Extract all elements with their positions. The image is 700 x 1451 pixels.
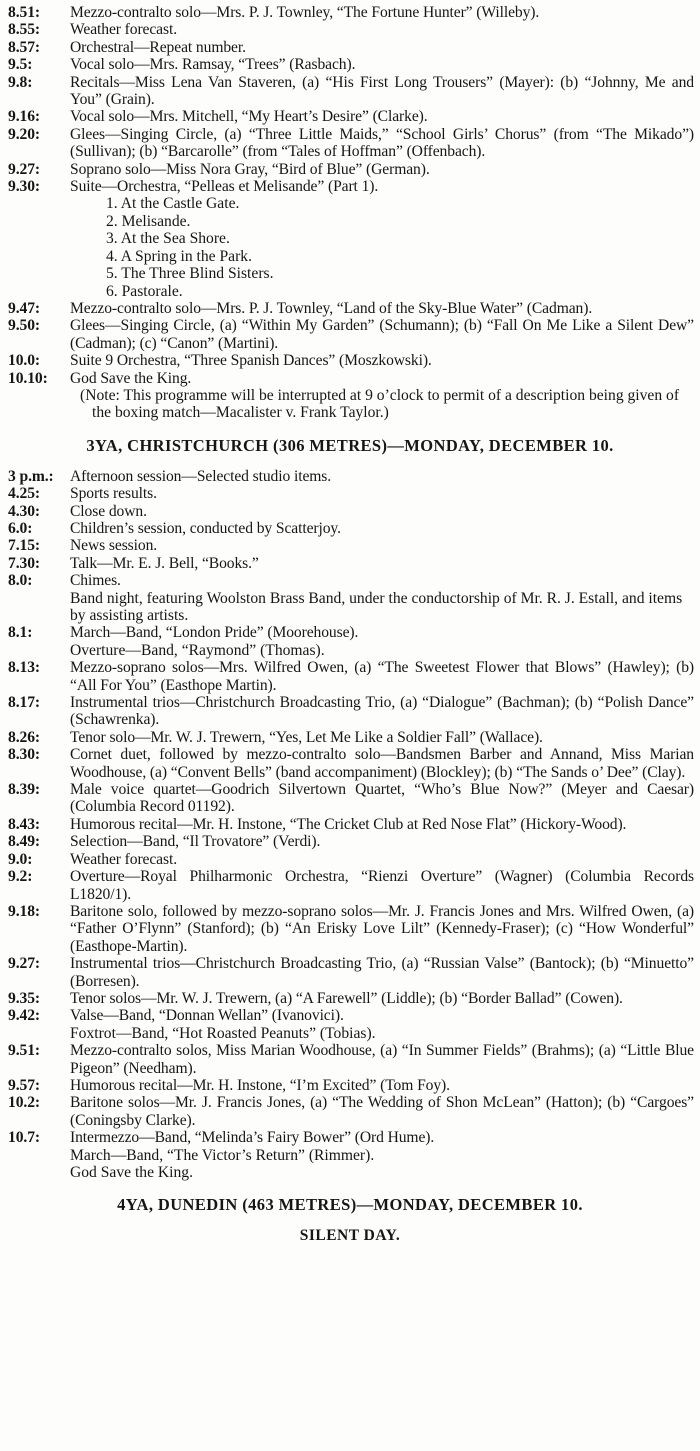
list-item: 8.13: Mezzo-soprano solos—Mrs. Wilfred Owen, (a) “The Sweetest Flower that Blows” (Hawley); (b) “All For You” (Easthope Martin). [8, 659, 694, 694]
list-item: 3 p.m.: Afternoon session—Selected studio items. [8, 467, 332, 485]
suite-part: 6. Pastorale. [106, 282, 183, 300]
list-item: 8.0: Chimes. [8, 572, 121, 590]
list-item: 8.43: Humorous recital—Mr. H. Instone, “The Cricket Club at Red Nose Flat” (Hickory-Wood). [8, 815, 627, 833]
list-item: 7.30: Talk—Mr. E. J. Bell, “Books.” [8, 554, 259, 572]
list-item: 8.30: Cornet duet, followed by mezzo-contralto solo—Bandsmen Barber and Annand, Miss Marian Woodhouse, (a) “Convent Bells” (band accompaniment) (Blockley); (b) “The Sands o’ Dee” (Clay). [8, 746, 694, 781]
section-2ya-continued [6, 4, 694, 422]
list-item: 8.57: Orchestral—Repeat number. [8, 38, 246, 56]
list-item: 10.0: Suite 9 Orchestra, “Three Spanish Dances” (Moszkowski). [8, 352, 432, 370]
band-night-description: Band night, featuring Woolston Brass Band, under the conductorship of Mr. R. J. Estall, and items by assisting artists. [70, 589, 683, 624]
list-item: 10.2: Baritone solos—Mr. J. Francis Jones, (a) “The Wedding of Shon McLean” (Hatton); (b) “Cargoes” (Coningsby Clarke). [8, 1094, 694, 1129]
list-item: 9.16: Vocal solo—Mrs. Mitchell, “My Heart’s Desire” (Clarke). [8, 108, 428, 126]
list-item: 9.50: Glees—Singing Circle, (a) “Within My Garden” (Schumann); (b) “Fall On Me Like a Silent Dew” (Cadman); (c) “Canon” (Martini). [8, 317, 694, 352]
list-item: 7.15: News session. [8, 537, 158, 555]
god-save-line: God Save the King. [70, 1164, 193, 1181]
suite-part: 1. At the Castle Gate. [106, 195, 240, 213]
foxtrot-line: Foxtrot—Band, “Hot Roasted Peanuts” (Tobias). [70, 1024, 376, 1042]
suite-part: 2. Melisande. [106, 212, 191, 230]
list-item: 8.17: Instrumental trios—Christchurch Broadcasting Trio, (a) “Dialogue” (Bachman); (b) “Polish Dance” (Schawrenka). [8, 694, 694, 729]
list-item: 9.30: Suite—Orchestra, “Pelleas et Melisande” (Part 1). [8, 178, 379, 196]
suite-part: 5. The Three Blind Sisters. [106, 265, 274, 283]
list-item: 9.51: Mezzo-contralto solos, Miss Marian Woodhouse, (a) “In Summer Fields” (Brahms); (a) “Little Blue Pigeon” (Needham). [8, 1042, 694, 1077]
list-item: 9.27: Soprano solo—Miss Nora Gray, “Bird of Blue” (German). [8, 160, 430, 178]
list-item: 9.5: Vocal solo—Mrs. Ramsay, “Trees” (Rasbach). [8, 56, 356, 74]
list-item: 8.39: Male voice quartet—Goodrich Silvertown Quartet, “Who’s Blue Now?” (Meyer and Caesar) (Columbia Record 01192). [8, 781, 694, 816]
list-item: 10.10: God Save the King. [8, 369, 192, 387]
march-line: March—Band, “The Victor’s Return” (Rimmer). [70, 1146, 375, 1164]
list-item: 9.20: Glees—Singing Circle, (a) “Three Little Maids,” “School Girls’ Chorus” (from “The Mikado”) (Sullivan); (b) “Barcarolle” (from “Tales of Hoffman” (Offenbach). [8, 125, 694, 161]
list-item: 8.26: Tenor solo—Mr. W. J. Trewern, “Yes, Let Me Like a Soldier Fall” (Wallace). [8, 728, 543, 746]
list-item: 4.25: Sports results. [8, 485, 157, 503]
list-item: 9.8: Recitals—Miss Lena Van Staveren, (a) “His First Long Trousers” (Mayer): (b) “Johnny, Me and You” (Grain). [8, 73, 694, 109]
suite-part: 3. At the Sea Shore. [106, 230, 230, 248]
section-heading: 3YA, CHRISTCHURCH (306 METRES)—MONDAY, DECEMBER 10. [86, 435, 614, 455]
suite-part: 4. A Spring in the Park. [106, 247, 252, 265]
list-item: 4.30: Close down. [8, 502, 147, 520]
programme-note: (Note: This programme will be interrupted at 9 o’clock to permit of a description being given of the boxing match—Macalister v. Frank Taylor.) [80, 386, 680, 422]
list-item: 9.18: Baritone solo, followed by mezzo-soprano solos—Mr. J. Francis Jones and Mrs. Wilfred Owen, (a) “Father O’Flynn” (Stanford); (b) “An Erisky Love Lilt” (Kennedy-Fraser); (c) “How Wonderful” (Easthope-Martin). [8, 902, 694, 955]
list-item: 8.55: Weather forecast. [8, 21, 177, 39]
overture-line: Overture—Band, “Raymond” (Thomas). [70, 641, 325, 659]
list-item: 9.42: Valse—Band, “Donnan Wellan” (Ivanovici). [8, 1007, 344, 1025]
list-item: 9.2: Overture—Royal Philharmonic Orchestra, “Rienzi Overture” (Wagner) (Columbia Records L1820/1). [8, 868, 694, 903]
section-heading: 4YA, DUNEDIN (463 METRES)—MONDAY, DECEMBER 10. [117, 1195, 583, 1215]
list-item: 10.7: Intermezzo—Band, “Melinda’s Fairy Bower” (Ord Hume). [8, 1129, 435, 1147]
list-item: 8.51: Mezzo-contralto solo—Mrs. P. J. Townley, “The Fortune Hunter” (Willeby). [8, 4, 540, 21]
list-item: 9.57: Humorous recital—Mr. H. Instone, “I’m Excited” (Tom Foy). [8, 1076, 450, 1094]
list-item: 9.35: Tenor solos—Mr. W. J. Trewern, (a) “A Farewell” (Liddle); (b) “Border Ballad” (Cowen). [8, 989, 623, 1007]
silent-day: SILENT DAY. [299, 1227, 401, 1245]
list-item: 9.47: Mezzo-contralto solo—Mrs. P. J. Townley, “Land of the Sky-Blue Water” (Cadman). [8, 299, 593, 317]
section-3ya [6, 436, 694, 1182]
list-item: 8.1: March—Band, “London Pride” (Moorehouse). [8, 624, 359, 642]
list-item: 9.27: Instrumental trios—Christchurch Broadcasting Trio, (a) “Russian Valse” (Bantock); (b) “Minuetto” (Borresen). [8, 955, 694, 990]
list-item: 6.0: Children’s session, conducted by Scatterjoy. [8, 519, 341, 537]
list-item: 8.49: Selection—Band, “Il Trovatore” (Verdi). [8, 833, 321, 851]
section-4ya [6, 1195, 694, 1245]
list-item: 9.0: Weather forecast. [8, 850, 177, 868]
